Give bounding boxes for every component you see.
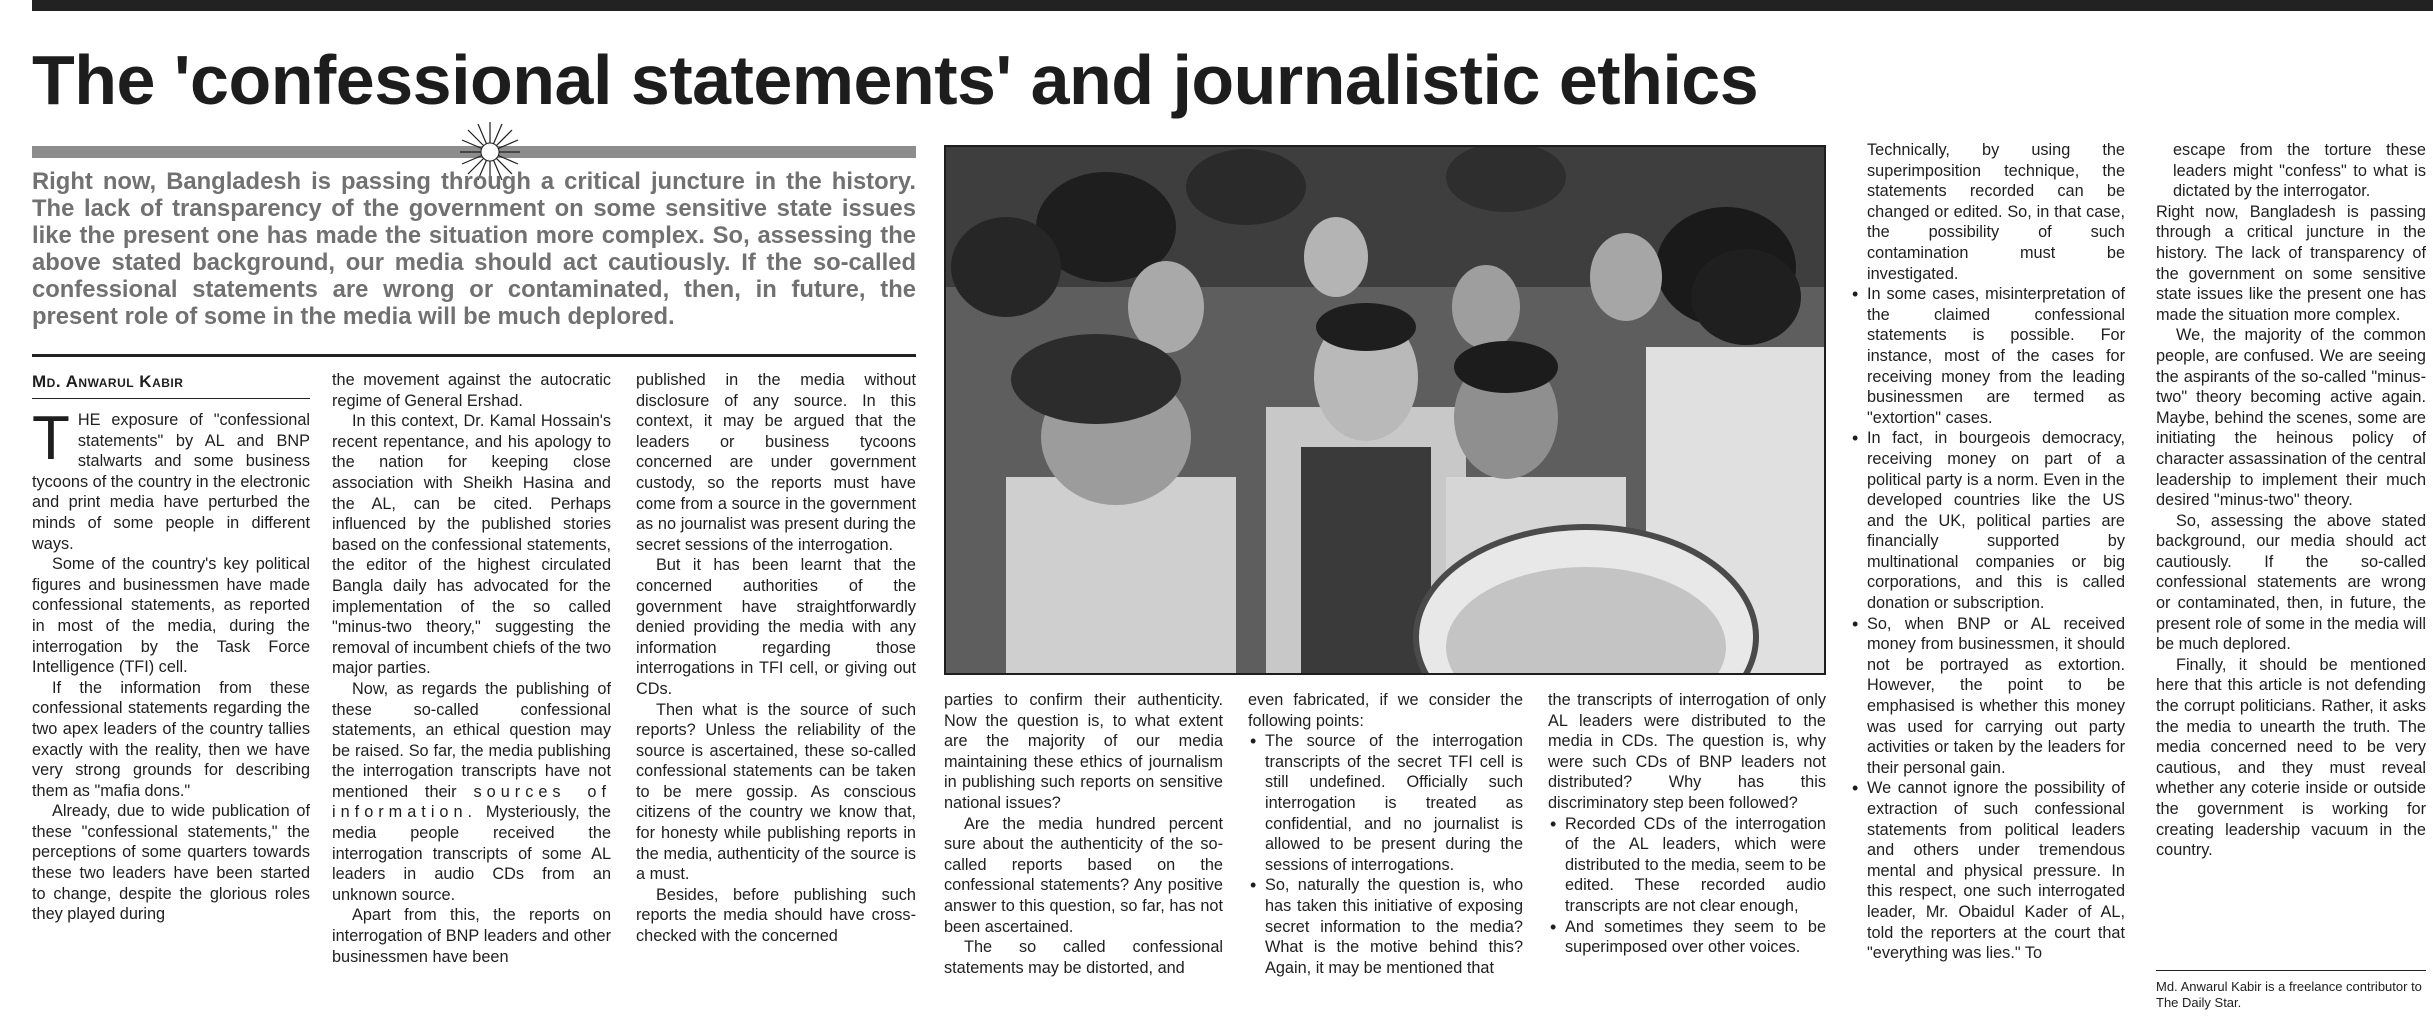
paragraph: If the information from these confessional statements regarding the two apex leaders of the country tallies exactly with the reality, then we have very strong grounds for describing them as "mafia dons." bbox=[32, 678, 310, 800]
paragraph-text: Mysteriously, the media people received the interrogation transcripts of some AL leaders in audio CDs from an unknown source. bbox=[332, 803, 611, 904]
paragraph: Finally, it should be mentioned here that this article is not defending the corrupt politicians. Rather, it asks the media to unearth the truth. The media concerned need to be very cautious, and they must reveal whether any coterie inside or outside the government is working for creating leadership vacuum in the country. bbox=[2156, 655, 2426, 860]
paragraph: even fabricated, if we consider the following points: bbox=[1248, 691, 1523, 730]
paragraph: escape from the torture these leaders might "confess" to what is dictated by the interrogator. bbox=[2173, 141, 2426, 201]
paragraph: Right now, Bangladesh is passing through a critical juncture in the history. The lack of transparency of the government on some sensitive state issues like the present one has made the situation more complex. bbox=[2156, 202, 2426, 324]
paragraph: We, the majority of the common people, are confused. We are seeing the aspirants of the so-called "minus-two" theory becoming active again. Maybe, behind the scenes, some are initiating the heinous policy of character assassination of the central leadership to implement their much desired "minus-two" theory. bbox=[2156, 326, 2426, 510]
column-7 bbox=[1850, 140, 2125, 1027]
list-item: • We cannot ignore the possibility of extraction of such confessional statements from political leaders and others under tremendous mental and physical pressure. In this respect, one such interrogated leader, Mr. Obaidul Kader of AL, told the reporters at the court that "everything was lies." To bbox=[1850, 778, 2125, 963]
list-item: • The source of the interrogation transcripts of the secret TFI cell is still undefined. Officially such interrogation is treated as confidential, and no journalist is allowed to be present during the sessions of interrogations. bbox=[1248, 731, 1523, 875]
bullet-list bbox=[1850, 284, 2125, 964]
paragraph: But it has been learnt that the concerned authorities of the government have straightforwardly denied providing the media with any information regarding those interrogations in TFI cell, or giving out CDs. bbox=[636, 556, 916, 698]
paragraph-text: sources of information. bbox=[332, 782, 611, 822]
column-2 bbox=[332, 370, 611, 1027]
paragraph: Technically, by using the superimposition technique, the statements recorded can be changed or edited. So, in that case, the possibility of such contamination must be investigated. bbox=[1867, 141, 2125, 283]
paragraph-text: Now, as regards the publishing of these so-called confessional statements, an ethical question may be raised. So far, the media publishing the interrogation transcripts have not mentioned their bbox=[332, 679, 611, 801]
paragraph: Some of the country's key political figures and businessmen have made confessional statements, as reported in most of the media, during the interrogation by the Task Force Intelligence (TFI) cell. bbox=[32, 555, 310, 677]
paragraph: In this context, Dr. Kamal Hossain's recent repentance, and his apology to the nation for keeping close association with Sheikh Hasina and the AL, can be cited. Perhaps influenced by the published stories based on the confessional statements, the editor of the highest circulated Bangla daily has advocated for the implementation of the so called "minus-two theory," suggesting the removal of incumbent chiefs of the two major parties. bbox=[332, 412, 611, 678]
top-rule bbox=[32, 0, 2433, 11]
paragraph-text: HE exposure of "confessional statements" by AL and BNP stalwarts and some business tycoons of the country in the electronic and print media have perturbed the minds of some people in different ways. bbox=[32, 411, 310, 553]
author-footnote: Md. Anwarul Kabir is a freelance contributor to The Daily Star. bbox=[2156, 970, 2426, 1011]
news-photo bbox=[944, 145, 1826, 675]
list-item: • So, when BNP or AL received money from businessmen, it should not be portrayed as extortion. However, the point to be emphasised is whether this money was used for carrying out party activities or taken by the leaders for their personal gain. bbox=[1850, 614, 2125, 779]
photo-illustration bbox=[946, 147, 1824, 673]
list-item: • In some cases, misinterpretation of the claimed confessional statements is possible. For instance, most of the cases for receiving money from the leading businessmen are termed as "extortion" cases. bbox=[1850, 284, 2125, 428]
column-6 bbox=[1548, 690, 1826, 1027]
paragraph bbox=[332, 679, 611, 906]
column-5 bbox=[1248, 690, 1523, 1027]
headline: The 'confessional statements' and journalistic ethics bbox=[32, 41, 1759, 119]
paragraph bbox=[32, 410, 310, 554]
paragraph: Are the media hundred percent sure about the authenticity of the so-called reports based on the confessional statements? Any positive answer to this question, so far, has not been ascertained. bbox=[944, 814, 1223, 936]
paragraph: parties to confirm their authenticity. Now the question is, to what extent are the majority of our media maintaining these ethics of journalism in publishing such reports on sensitive national issues? bbox=[944, 691, 1223, 812]
paragraph: the transcripts of interrogation of only AL leaders were distributed to the media in CDs. The question is, why were such CDs of BNP leaders not distributed? Why has this discriminatory step been followed? bbox=[1548, 691, 1826, 812]
column-1 bbox=[32, 410, 310, 1027]
bullet-list bbox=[1248, 731, 1523, 978]
list-item: • Recorded CDs of the interrogation of the AL leaders, which were distributed to the media, seem to be edited. These recorded audio transcripts are not clear enough, bbox=[1548, 814, 1826, 917]
deck-bottom-rule bbox=[32, 354, 916, 357]
drop-cap: T bbox=[32, 410, 70, 473]
paragraph: published in the media without disclosure of any source. In this context, it may be argued that the leaders or business tycoons concerned are under government custody, so the reports must have come from a source in the government as no journalist was present during the secret sessions of the interrogation. bbox=[636, 371, 916, 554]
list-item: • And sometimes they seem to be superimposed over other voices. bbox=[1548, 917, 1826, 958]
paragraph: the movement against the autocratic regime of General Ershad. bbox=[332, 371, 611, 410]
paragraph: So, assessing the above stated background, our media should act cautiously. If the so-called confessional statements are wrong or contaminated, then, in future, the present role of some in the media will be much deplored. bbox=[2156, 511, 2426, 654]
bullet-list bbox=[1548, 814, 1826, 958]
paragraph: Already, due to wide publication of these "confessional statements," the perceptions of some quarters towards these two leaders have been started to change, despite the glorious roles they played during bbox=[32, 802, 310, 924]
list-item: • In fact, in bourgeois democracy, receiving money on part of a political party is a norm. Even in the developed countries like the US and the UK, political parties are financially supported by multinational companies or big corporations, and this is called donation or subscription. bbox=[1850, 428, 2125, 613]
paragraph: Besides, before publishing such reports the media should have cross-checked with the concerned bbox=[636, 885, 916, 946]
paragraph: The so called confessional statements may be distorted, and bbox=[944, 938, 1223, 977]
paragraph: Then what is the source of such reports? Unless the reliability of the source is ascertained, these so-called confessional statements can be taken to be mere gossip. As conscious citizens of the country we know that, for honesty while publishing reports in the media, authenticity of the source is a must. bbox=[636, 700, 916, 884]
deck-summary: Right now, Bangladesh is passing through a critical juncture in the history. The lack of transparency of the government on some sensitive state issues like the present one has made the situation more complex. So, assessing the above stated background, our media should act cautiously. If the so-called confessional statements are wrong or contaminated, then, in future, the present role of some in the media will be much deplored. bbox=[32, 168, 916, 330]
column-8 bbox=[2156, 140, 2426, 965]
column-3 bbox=[636, 370, 916, 1027]
list-item: • So, naturally the question is, who has taken this initiative of exposing secret information to the media? What is the motive behind this? Again, it may be mentioned that bbox=[1248, 875, 1523, 978]
paragraph: Apart from this, the reports on interrogation of BNP leaders and other businessmen have been bbox=[332, 906, 611, 966]
column-4 bbox=[944, 690, 1223, 1027]
byline: Md. Anwarul Kabir bbox=[32, 372, 310, 399]
